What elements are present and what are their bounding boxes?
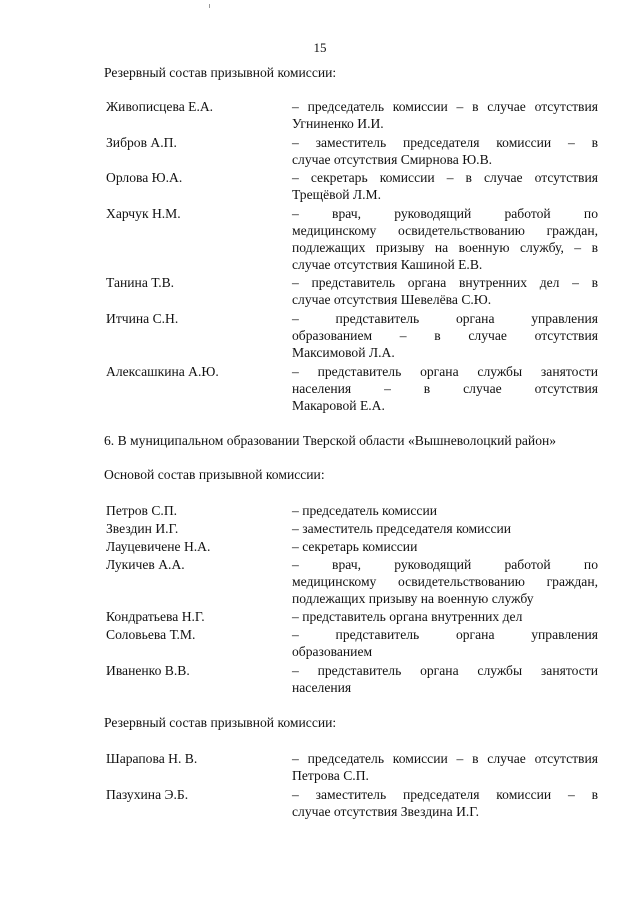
role-line: Петрова С.П. bbox=[292, 768, 369, 783]
member-role bbox=[292, 608, 598, 625]
member-role bbox=[292, 205, 598, 273]
role-line: населения – в случае отсутствия bbox=[292, 381, 598, 396]
page-number: 15 bbox=[313, 40, 327, 55]
role-line: – заместитель председателя комиссии bbox=[292, 521, 512, 536]
role-line: – представитель органа управления bbox=[292, 311, 598, 326]
member-role bbox=[292, 538, 598, 555]
role-line: – представитель органа управления bbox=[292, 627, 598, 642]
member-name: Зибров А.П. bbox=[106, 135, 177, 150]
role-line: – председатель комиссии – в случае отсутствия bbox=[292, 751, 598, 766]
role-line: случае отсутствия Звездина И.Г. bbox=[292, 804, 480, 819]
member-name: Кондратьева Н.Г. bbox=[106, 609, 205, 624]
role-line: Трещёвой Л.М. bbox=[292, 187, 382, 202]
role-line: – представитель органа службы занятости bbox=[292, 663, 598, 678]
role-line: – врач, руководящий работой по bbox=[292, 557, 598, 572]
member-role bbox=[292, 363, 598, 414]
member-name: Харчук Н.М. bbox=[106, 206, 181, 221]
member-name: Итчина С.Н. bbox=[106, 311, 179, 326]
member-name: Шарапова Н. В. bbox=[106, 751, 198, 766]
member-role bbox=[292, 626, 598, 660]
role-line: населения bbox=[292, 680, 352, 695]
role-line: – заместитель председателя комиссии – в bbox=[292, 135, 598, 150]
member-role bbox=[292, 520, 598, 537]
member-role bbox=[292, 502, 598, 519]
role-line: случае отсутствия Шевелёва С.Ю. bbox=[292, 292, 492, 307]
role-line: медицинскому освидетельствованию граждан, bbox=[292, 223, 598, 238]
member-name: Лукичев А.А. bbox=[106, 557, 185, 572]
member-name: Пазухина Э.Б. bbox=[106, 787, 189, 802]
member-role bbox=[292, 169, 598, 203]
member-name: Алексашкина А.Ю. bbox=[106, 364, 219, 379]
member-name: Живописцева Е.А. bbox=[106, 99, 214, 114]
role-line: Макаровой Е.А. bbox=[292, 398, 385, 413]
role-line: – представитель органа внутренних дел bbox=[292, 609, 523, 624]
member-role bbox=[292, 134, 598, 168]
member-name: Иваненко В.В. bbox=[106, 663, 190, 678]
role-line: – председатель комиссии – в случае отсутствия bbox=[292, 99, 598, 114]
role-line: подлежащих призыву на военную службу bbox=[292, 591, 534, 606]
member-role bbox=[292, 662, 598, 696]
role-line: – секретарь комиссии bbox=[292, 539, 418, 554]
role-line: Угниненко И.И. bbox=[292, 116, 384, 131]
member-role bbox=[292, 750, 598, 784]
role-line: – заместитель председателя комиссии – в bbox=[292, 787, 598, 802]
role-line: – представитель органа службы занятости bbox=[292, 364, 598, 379]
role-line: образованием bbox=[292, 644, 373, 659]
member-role bbox=[292, 274, 598, 308]
role-line: – представитель органа внутренних дел – в bbox=[292, 275, 598, 290]
member-role bbox=[292, 786, 598, 820]
role-line: случае отсутствия Смирнова Ю.В. bbox=[292, 152, 493, 167]
member-role bbox=[292, 310, 598, 361]
member-name: Орлова Ю.А. bbox=[106, 170, 183, 185]
main-heading: Основой состав призывной комиссии: bbox=[104, 467, 325, 482]
member-name: Танина Т.В. bbox=[106, 275, 175, 290]
role-line: Максимовой Л.А. bbox=[292, 345, 395, 360]
role-line: подлежащих призыву на военную службу, – в bbox=[292, 240, 598, 255]
role-line: – врач, руководящий работой по bbox=[292, 206, 598, 221]
role-line: медицинскому освидетельствованию граждан, bbox=[292, 574, 598, 589]
reserve-heading: Резервный состав призывной комиссии: bbox=[104, 715, 337, 730]
role-line: образованием – в случае отсутствия bbox=[292, 328, 598, 343]
member-name: Петров С.П. bbox=[106, 503, 178, 518]
member-name: Соловьева Т.М. bbox=[106, 627, 196, 642]
member-name: Лауцевичене Н.А. bbox=[106, 539, 211, 554]
reserve-heading: Резервный состав призывной комиссии: bbox=[104, 65, 337, 80]
scan-mark bbox=[209, 4, 210, 8]
role-line: – председатель комиссии bbox=[292, 503, 437, 518]
role-line: – секретарь комиссии – в случае отсутствия bbox=[292, 170, 598, 185]
member-name: Звездин И.Г. bbox=[106, 521, 179, 536]
member-role bbox=[292, 98, 598, 132]
member-role bbox=[292, 556, 598, 607]
section-title: 6. В муниципальном образовании Тверской области «Вышневолоцкий район» bbox=[104, 433, 557, 448]
role-line: случае отсутствия Кашиной Е.В. bbox=[292, 257, 483, 272]
